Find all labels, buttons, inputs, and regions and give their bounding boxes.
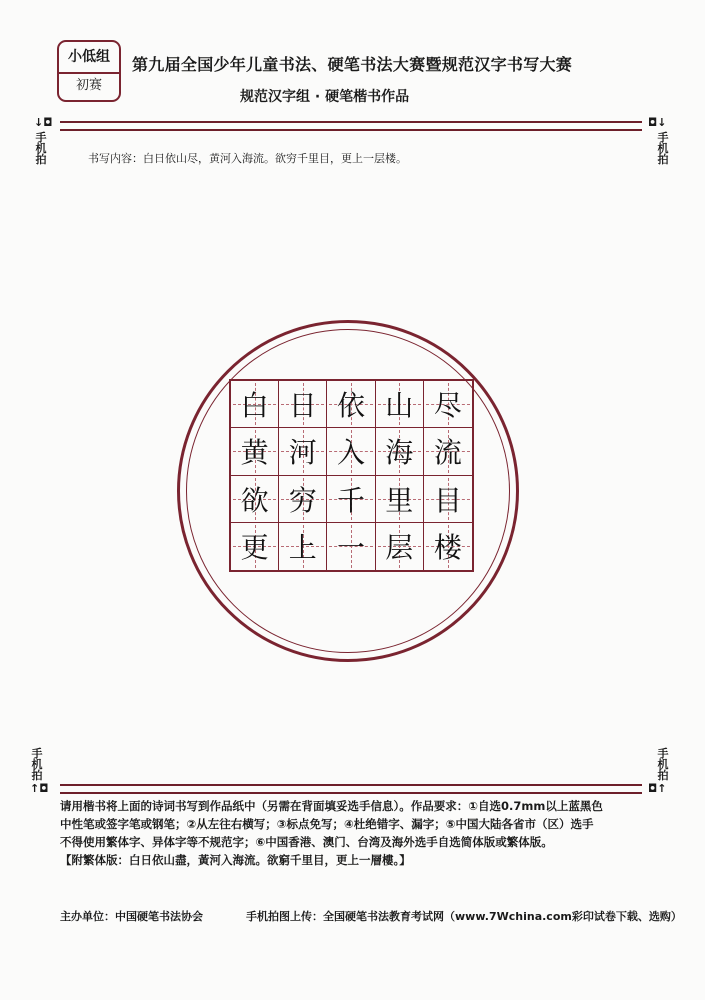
- grid-cell: 入: [327, 428, 375, 475]
- top-divider: [60, 121, 642, 131]
- grid-cell: 山: [376, 381, 424, 428]
- organizer-text: 主办单位：中国硬笔书法协会: [60, 910, 203, 923]
- grid-cell: 欲: [231, 476, 279, 523]
- grid-cell: 里: [376, 476, 424, 523]
- phone-label-bottom-right: 手 机 拍: [657, 747, 669, 782]
- phone-label-bottom-left: 手 机 拍: [31, 747, 43, 782]
- grid-cell: 上: [279, 523, 327, 570]
- grid-cell: 河: [279, 428, 327, 475]
- upload-info-text: 手机拍图上传：全国硬笔书法教育考试网（www.7Wchina.com彩印试卷下载、选购）: [246, 910, 682, 923]
- badge-group-label: 小低组: [59, 42, 119, 74]
- requirements-line-3: 不得使用繁体字、异体字等不规范字；⑥中国香港、澳门、台湾及海外选手自选简体版或繁体版。: [60, 835, 553, 849]
- traditional-version-note: 【附繁体版：白日依山盡，黃河入海流。欲窮千里目，更上一層樓。】: [60, 853, 411, 867]
- grid-cell: 日: [279, 381, 327, 428]
- grid-cell: 尽: [424, 381, 472, 428]
- grid-cell: 依: [327, 381, 375, 428]
- grid-cell: 白: [231, 381, 279, 428]
- requirements-line-2: 中性笔或签字笔或钢笔；②从左往右横写；③标点免写；④杜绝错字、漏字；⑤中国大陆各省市（区）选手: [60, 817, 594, 831]
- grid-cell: 黄: [231, 428, 279, 475]
- page-title: 第九届全国少年儿童书法、硬笔书法大赛暨规范汉字书写大赛: [132, 55, 573, 74]
- grid-cell: 层: [376, 523, 424, 570]
- page-subtitle: 规范汉字组 · 硬笔楷书作品: [240, 89, 410, 105]
- grid-cell: 目: [424, 476, 472, 523]
- grid-cell: 穷: [279, 476, 327, 523]
- grid-cell: 千: [327, 476, 375, 523]
- camera-marker-top-left: ↓◘: [34, 116, 53, 129]
- group-badge: [57, 40, 121, 102]
- phone-label-top-left: 手 机 拍: [35, 131, 47, 166]
- grid-cell: 更: [231, 523, 279, 570]
- grid-cell: 一: [327, 523, 375, 570]
- writing-content: 书写内容：白日依山尽，黄河入海流。欲穷千里目，更上一层楼。: [88, 152, 407, 165]
- writing-grid: [229, 379, 474, 572]
- phone-label-top-right: 手 机 拍: [657, 131, 669, 166]
- grid-cell: 海: [376, 428, 424, 475]
- bottom-divider: [60, 784, 642, 794]
- camera-marker-bottom-right: ◘↑: [648, 782, 667, 795]
- camera-marker-top-right: ◘↓: [648, 116, 667, 129]
- grid-cell: 楼: [424, 523, 472, 570]
- requirements-line-1: 请用楷书将上面的诗词书写到作品纸中（另需在背面填妥选手信息）。作品要求：①自选0.7mm以上蓝黑色: [60, 799, 603, 813]
- camera-marker-bottom-left: ↑◘: [30, 782, 49, 795]
- badge-round-label: 初赛: [75, 78, 102, 93]
- grid-cell: 流: [424, 428, 472, 475]
